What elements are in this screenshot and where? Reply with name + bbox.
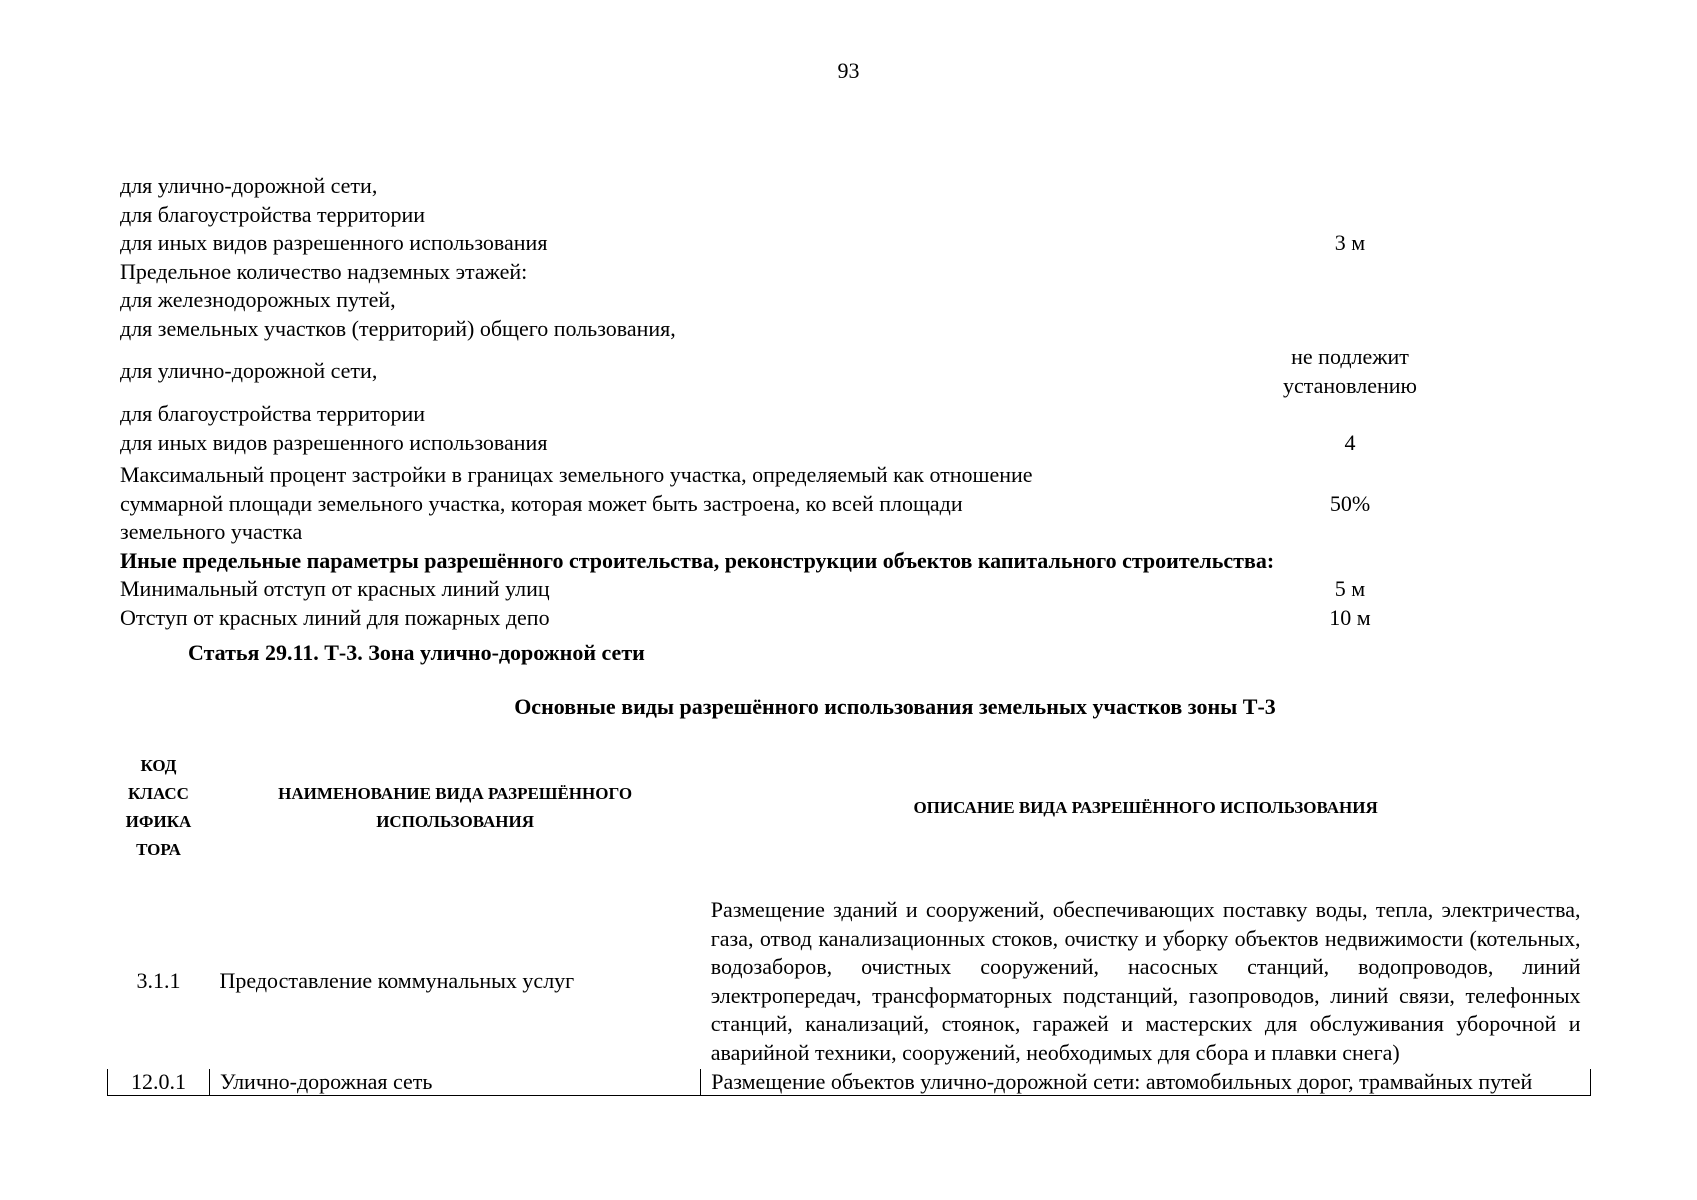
- param-label: Минимальный отступ от красных линий улиц: [120, 576, 550, 601]
- param-value: не подлежит установлению: [1282, 344, 1417, 398]
- param-value: 5 м: [1334, 576, 1366, 601]
- cell-name: Улично-дорожная сеть: [209, 1069, 700, 1096]
- param-label: для иных видов разрешенного использования: [120, 429, 548, 455]
- param-label: для иных видов разрешенного использования: [120, 230, 548, 255]
- header-code-line: ИФИКА: [125, 812, 192, 831]
- param-label: Отступ от красных линий для пожарных депо: [120, 604, 550, 630]
- param-value: 4: [1344, 429, 1356, 455]
- zone-uses-table: [107, 752, 1591, 1096]
- table-row: [108, 1069, 1591, 1096]
- header-code-line: ТОРА: [136, 840, 181, 859]
- param-row: [120, 461, 1420, 490]
- param-label: суммарной площади земельного участка, которая может быть застроена, ко всей площади: [120, 490, 963, 516]
- param-label: для железнодорожных путей,: [120, 287, 396, 312]
- param-label: для улично-дорожной сети,: [120, 358, 378, 384]
- section-heading: [120, 547, 1420, 576]
- param-row: [120, 575, 1420, 604]
- param-row: [120, 490, 1420, 519]
- cell-name: Предоставление коммунальных услуг: [219, 968, 575, 994]
- param-label: для улично-дорожной сети,: [120, 173, 378, 198]
- cell-description: Размещение объектов улично-дорожной сети: автомобильных дорог, трамвайных путей: [701, 1069, 1591, 1096]
- param-row: [120, 201, 1420, 230]
- param-label: для благоустройства территории: [120, 401, 426, 426]
- header-name: НАИМЕНОВАНИЕ ВИДА РАЗРЕШЁННОГО ИСПОЛЬЗОВАНИЯ: [278, 784, 633, 831]
- page-number: 93: [837, 58, 860, 83]
- param-row: [120, 258, 1420, 287]
- param-value: 10 м: [1329, 604, 1371, 630]
- cell-code: 12.0.1: [108, 1069, 210, 1096]
- param-row: [120, 315, 1420, 344]
- cell-description: Размещение зданий и сооружений, обеспечивающих поставку воды, тепла, электричества, газа, отвод канализационных стоков, очистку и уборку объектов недвижимости (котельных, водозаборов, очистных сооружений, насосных станций, водопроводов, линий электропередач, трансформаторных подстанций, газопроводов, линий связи, телефонных станций, канализаций, стоянок, гаражей и мастерских для обслуживания уборочной и аварийной техники, сооружений, необходимых для сбора и плавки снега): [710, 897, 1581, 1065]
- table-row: [108, 874, 1591, 1069]
- header-code-line: КЛАСС: [127, 784, 189, 803]
- header-code-line: КОД: [140, 756, 177, 775]
- param-row: [120, 229, 1420, 258]
- param-row: [120, 343, 1420, 400]
- param-value: 50%: [1329, 490, 1371, 516]
- param-row: [120, 286, 1420, 315]
- param-row: [120, 604, 1420, 633]
- table-header-row: [108, 752, 1591, 874]
- section-heading-text: Иные предельные параметры разрешённого строительства, реконструкции объектов капитального строительства:: [120, 547, 1275, 573]
- param-label: Максимальный процент застройки в границах земельного участка, определяемый как отношение: [120, 462, 1033, 487]
- header-code: [108, 752, 210, 874]
- param-label: для земельных участков (территорий) общего пользования,: [120, 315, 676, 341]
- param-value: 3 м: [1334, 230, 1366, 255]
- param-row: [120, 400, 1420, 429]
- param-label: земельного участка: [120, 519, 303, 544]
- cell-code: 3.1.1: [136, 968, 181, 994]
- param-label: Предельное количество надземных этажей:: [120, 258, 528, 284]
- parameters-block: [120, 172, 1420, 632]
- table-title: Основные виды разрешённого использования земельных участков зоны Т-3: [514, 694, 1276, 719]
- article-title: Статья 29.11. Т-3. Зона улично-дорожной сети: [188, 640, 645, 665]
- param-row: [120, 429, 1420, 458]
- param-row: [120, 518, 1420, 547]
- param-row: [120, 172, 1420, 201]
- header-description: ОПИСАНИЕ ВИДА РАЗРЕШЁННОГО ИСПОЛЬЗОВАНИЯ: [913, 798, 1378, 817]
- param-label: для благоустройства территории: [120, 201, 426, 227]
